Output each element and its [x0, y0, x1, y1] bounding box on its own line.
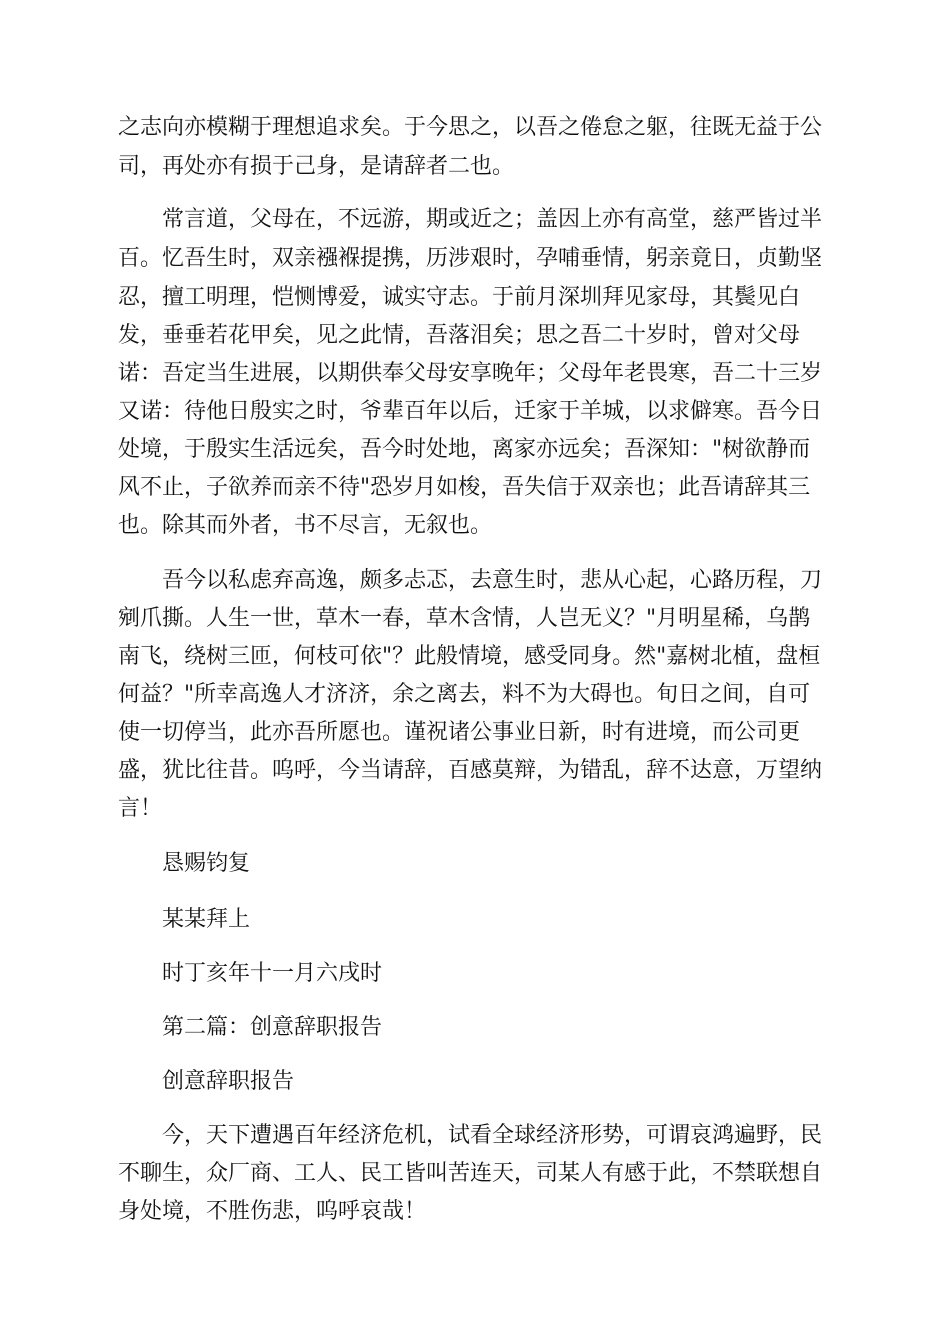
- paragraph-line: 忍，擅工明理，恺恻博爱，诚实守志。于前月深圳拜见家母，其鬓见白: [118, 285, 801, 310]
- paragraph-line: 之志向亦模糊于理想追求矣。于今思之，以吾之倦怠之躯，往既无益于公: [118, 115, 823, 140]
- paragraph-line: 吾今以私虑弃高逸，颇多忐忑，去意生时，悲从心起，心路历程，刀: [162, 568, 823, 593]
- paragraph-line: 发，垂垂若花甲矣，见之此情，吾落泪矣；思之吾二十岁时，曾对父母: [118, 323, 801, 348]
- paragraph-line: 使一切停当，此亦吾所愿也。谨祝诸公事业日新，时有进境，而公司更: [118, 720, 801, 745]
- paragraph-line: 何益？"所幸高逸人才济济，余之离去，料不为大碍也。旬日之间，自可: [118, 682, 811, 707]
- paragraph-line: 常言道，父母在，不远游，期或近之；盖因上亦有高堂，慈严皆过半: [162, 207, 823, 232]
- date-line: 时丁亥年十一月六戌时: [162, 961, 383, 986]
- signature-line: 某某拜上: [162, 907, 251, 932]
- paragraph-line: 今，天下遭遇百年经济危机，试看全球经济形势，可谓哀鸿遍野，民: [162, 1123, 823, 1148]
- paragraph-line: 南飞，绕树三匝，何枝可依"？此般情境，感受同身。然"嘉树北植，盘桓: [118, 644, 821, 669]
- paragraph-line: 又诺：待他日殷实之时，爷辈百年以后，迁家于羊城，以求僻寒。吾今日: [118, 399, 823, 424]
- section-title: 创意辞职报告: [162, 1069, 295, 1094]
- paragraph-line: 百。忆吾生时，双亲襁褓提携，历涉艰时，孕哺垂情，躬亲竟日，贞勤坚: [118, 246, 823, 271]
- paragraph-line: 盛，犹比往昔。呜呼，今当请辞，百感莫辩，为错乱，辞不达意，万望纳: [118, 758, 823, 783]
- paragraph-line: 剜爪撕。人生一世，草木一春，草木含情，人岂无义？"月明星稀，乌鹊: [118, 606, 811, 631]
- paragraph-line: 诺：吾定当生进展，以期供奉父母安享晚年；父母年老畏寒，吾二十三岁: [118, 361, 823, 386]
- paragraph-line: 处境，于殷实生活远矣，吾今时处地，离家亦远矣；吾深知："树欲静而: [118, 437, 811, 462]
- closing-line: 恳赐钧复: [162, 851, 251, 876]
- paragraph-line: 言！: [118, 796, 163, 821]
- paragraph-line: 风不止，子欲养而亲不待"恐岁月如梭，吾失信于双亲也；此吾请辞其三: [118, 475, 811, 500]
- paragraph-line: 不聊生，众厂商、工人、民工皆叫苦连天，司某人有感于此，不禁联想自: [118, 1161, 823, 1186]
- paragraph-line: 司，再处亦有损于己身，是请辞者二也。: [118, 154, 515, 179]
- paragraph-line: 也。除其而外者，书不尽言，无叙也。: [118, 513, 493, 538]
- section-heading: 第二篇：创意辞职报告: [162, 1015, 383, 1040]
- paragraph-line: 身处境，不胜伤悲，呜呼哀哉！: [118, 1199, 427, 1224]
